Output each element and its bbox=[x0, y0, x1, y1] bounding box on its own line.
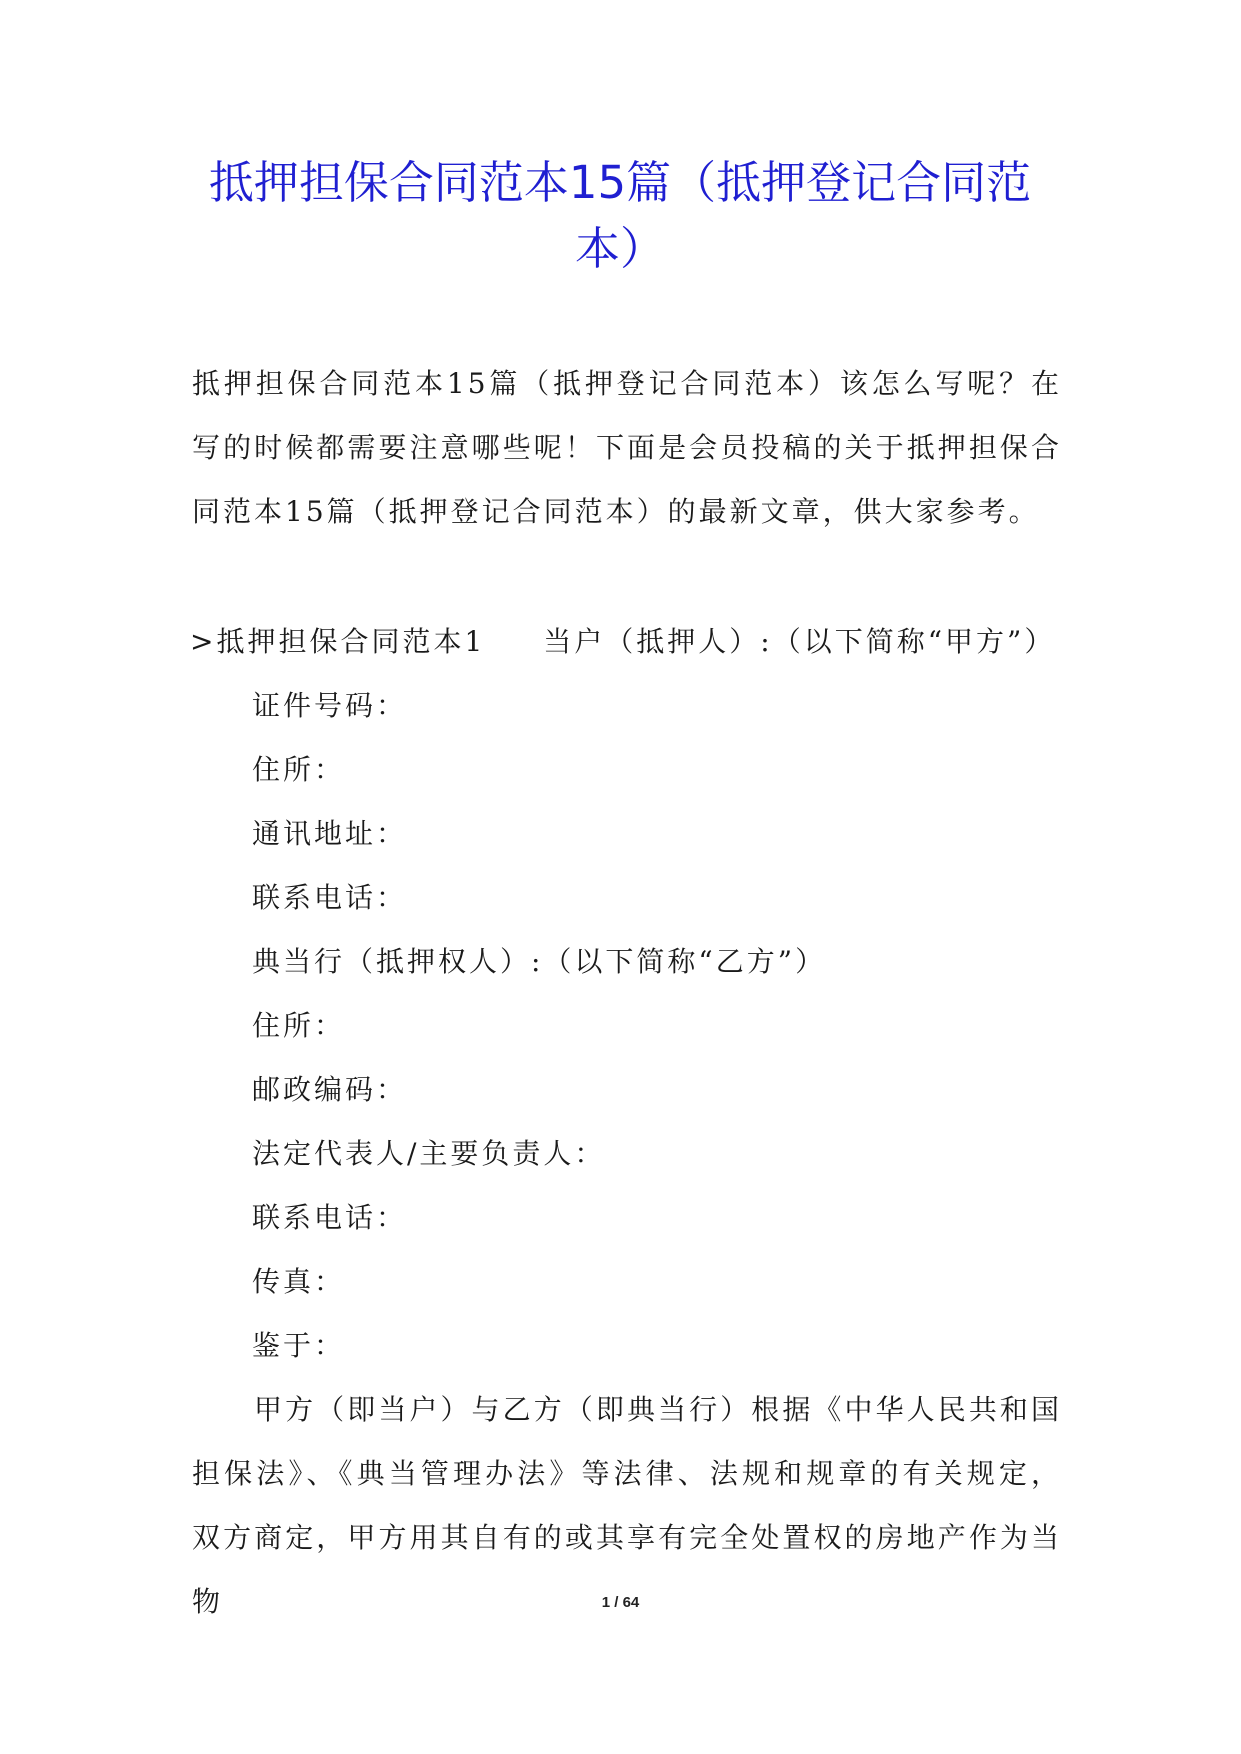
intro-paragraph: 抵押担保合同范本15篇（抵押登记合同范本）该怎么写呢？在写的时候都需要注意哪些呢！下面是会员投稿的关于抵押担保合同范本15篇（抵押登记合同范本）的最新文章，供大家参考。 bbox=[192, 367, 1062, 528]
field-party-b-phone: 联系电话： bbox=[252, 1201, 408, 1234]
field-address: 住所： bbox=[252, 753, 346, 786]
section-heading-row bbox=[190, 610, 1090, 674]
field-whereas: 鉴于： bbox=[252, 1329, 346, 1362]
party-a-label: 当户（抵押人）:（以下简称“甲方”） bbox=[543, 625, 1056, 658]
field-mailing-address: 通讯地址： bbox=[252, 817, 408, 850]
field-fax: 传真： bbox=[252, 1265, 346, 1298]
body-paragraph: 甲方（即当户）与乙方（即典当行）根据《中华人民共和国担保法》、《典当管理办法》等法律、法规和规章的有关规定，双方商定，甲方用其自有的或其享有完全处置权的房地产作为当物 bbox=[192, 1393, 1062, 1618]
document-title: 抵押担保合同范本15篇（抵押登记合同范本） bbox=[208, 156, 1032, 275]
contract-fields bbox=[252, 674, 1072, 1378]
field-postal-code: 邮政编码： bbox=[252, 1073, 408, 1106]
field-party-b-address: 住所： bbox=[252, 1009, 346, 1042]
page-number: 1 / 64 bbox=[601, 1594, 640, 1611]
field-legal-representative: 法定代表人/主要负责人： bbox=[252, 1137, 606, 1170]
field-id-number: 证件号码： bbox=[252, 689, 408, 722]
field-party-b: 典当行（抵押权人）:（以下简称“乙方”） bbox=[252, 945, 827, 978]
section-heading: >抵押担保合同范本1 bbox=[190, 625, 486, 658]
field-phone: 联系电话： bbox=[252, 881, 408, 914]
